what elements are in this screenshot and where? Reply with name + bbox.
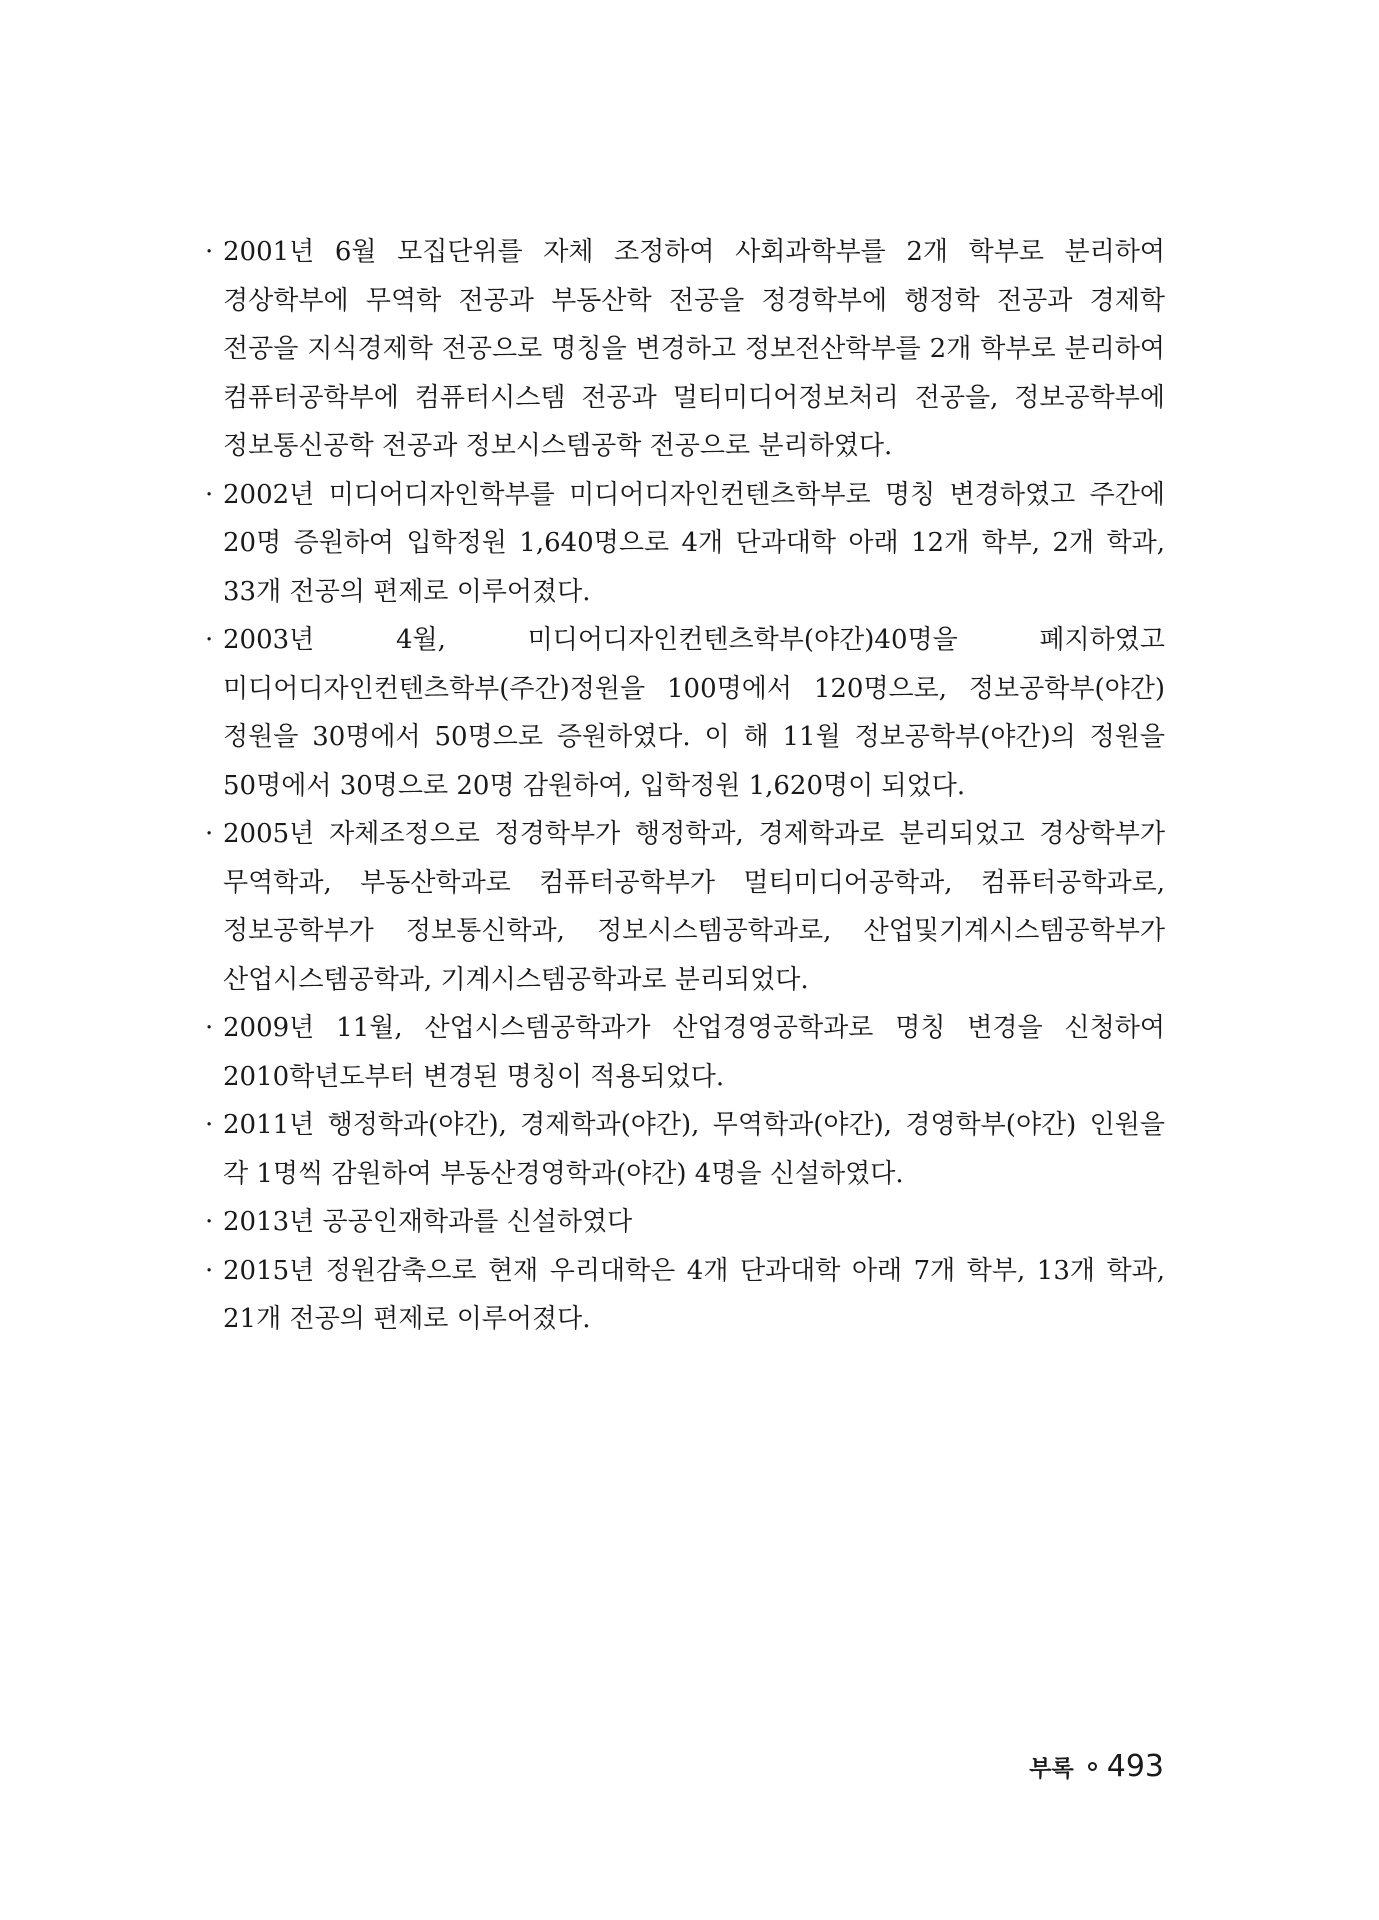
list-item bbox=[205, 1247, 1165, 1344]
bullet: · bbox=[205, 237, 214, 267]
bullet: · bbox=[205, 479, 214, 510]
list-item bbox=[205, 810, 1165, 1004]
bullet: · bbox=[205, 819, 214, 849]
list-item-text: 2003년 4월, 미디어디자인컨텐츠학부(야간)40명을 폐지하였고 미디어디자인컨텐츠학부(주간)정원을 100명에서 120명으로, 정보공학부(야간)정원을 30명에서 50명으로 증원하였다. 이 해 11월 정보공학부(야간)의 정원을 50명에서 30명으로 20명 감원하여, 입학정원 1,620명이 되었다. bbox=[223, 625, 1165, 801]
bullet: · bbox=[205, 1207, 214, 1237]
list-item-text: 2011년 행정학과(야간), 경제학과(야간), 무역학과(야간), 경영학부(야간) 인원을 각 1명씩 감원하여 부동산경영학과(야간) 4명을 신설하였다. bbox=[223, 1110, 1165, 1189]
list-item bbox=[205, 471, 1165, 617]
list-item-text: 2005년 자체조정으로 정경학부가 행정학과, 경제학과로 분리되었고 경상학부가 무역학과, 부동산학과로 컴퓨터공학부가 멀티미디어공학과, 컴퓨터공학과로, 정보공학부가 정보통신학과, 정보시스템공학과로, 산업및기계시스템공학부가 산업시스템공학과, 기계시스템공학과로 분리되었다. bbox=[223, 819, 1165, 995]
bullet: · bbox=[205, 1013, 214, 1043]
list-item-text: 2009년 11월, 산업시스템공학과가 산업경영공학과로 명칭 변경을 신청하여 2010학년도부터 변경된 명칭이 적용되었다. bbox=[223, 1013, 1165, 1092]
bullet: · bbox=[205, 625, 214, 655]
list-item-text: 2015년 정원감축으로 현재 우리대학은 4개 단과대학 아래 7개 학부, 13개 학과, 21개 전공의 편제로 이루어졌다. bbox=[223, 1255, 1165, 1334]
list-item bbox=[205, 1198, 1165, 1247]
list-item bbox=[205, 616, 1165, 810]
page-number: 493 bbox=[1106, 1749, 1164, 1784]
list-item bbox=[205, 228, 1165, 471]
list-item-text: 2001년 6월 모집단위를 자체 조정하여 사회과학부를 2개 학부로 분리하여 경상학부에 무역학 전공과 부동산학 전공을 정경학부에 행정학 전공과 경제학 전공을 지식경제학 전공으로 명칭을 변경하고 정보전산학부를 2개 학부로 분리하여 컴퓨터공학부에 컴퓨터시스템 전공과 멀티미디어정보처리 전공을, 정보공학부에 정보통신공학 전공과 정보시스템공학 전공으로 분리하였다. bbox=[223, 237, 1165, 461]
bullet: · bbox=[205, 1255, 214, 1286]
bullet: · bbox=[205, 1110, 214, 1140]
page-footer bbox=[1029, 1749, 1164, 1784]
list-item bbox=[205, 1101, 1165, 1198]
circle-separator-icon bbox=[1088, 1762, 1097, 1771]
list-item-text: 2002년 미디어디자인학부를 미디어디자인컨텐츠학부로 명칭 변경하였고 주간에 20명 증원하여 입학정원 1,640명으로 4개 단과대학 아래 12개 학부, 2개 학과, 33개 전공의 편제로 이루어졌다. bbox=[223, 479, 1165, 607]
list-item-text: 2013년 공공인재학과를 신설하였다 bbox=[223, 1207, 633, 1237]
page-body bbox=[205, 228, 1165, 1344]
section-label: 부록 bbox=[1029, 1756, 1074, 1782]
list-item bbox=[205, 1004, 1165, 1101]
